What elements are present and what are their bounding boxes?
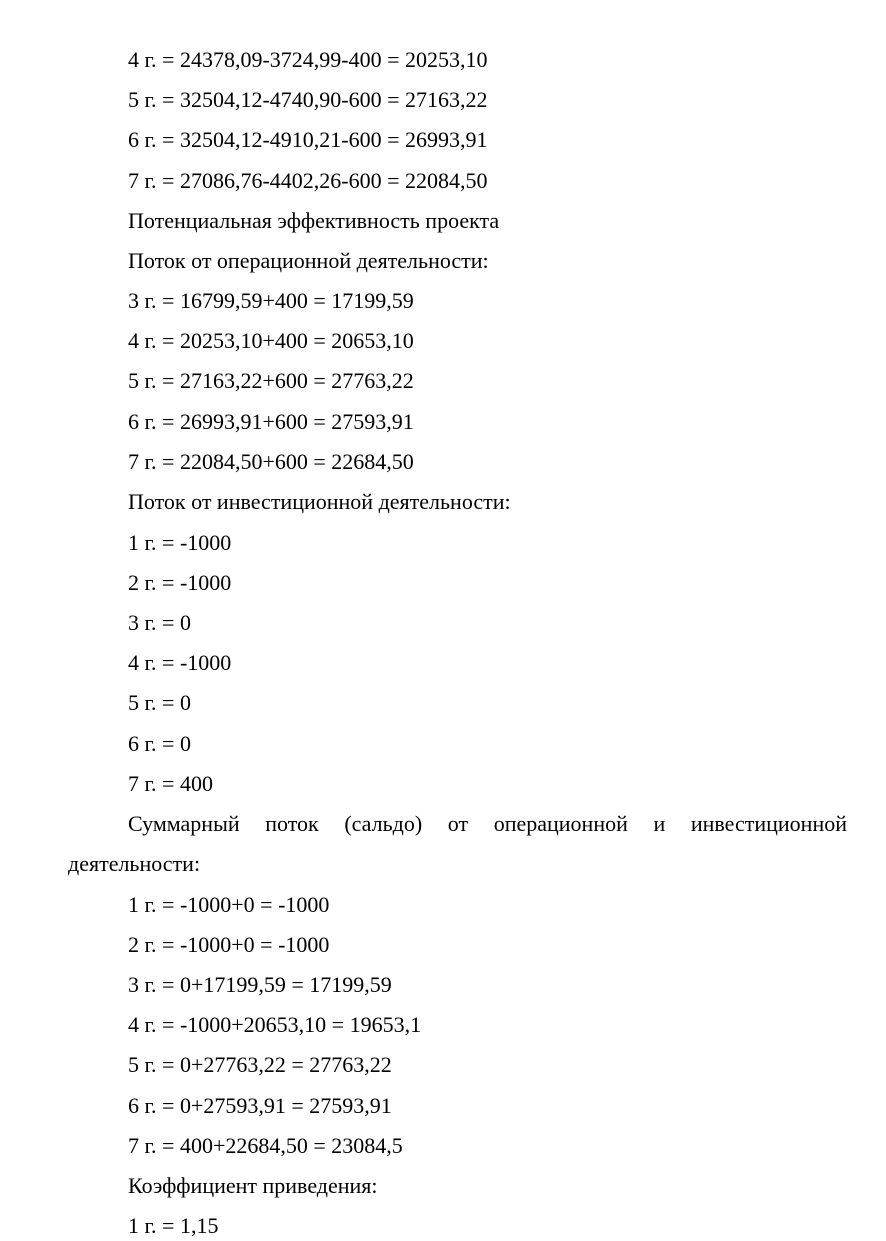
text-line: 7 г. = 22084,50+600 = 22684,50 bbox=[128, 449, 414, 474]
section-heading: Поток от операционной деятельности: bbox=[128, 248, 489, 273]
text-line: 3 г. = 16799,59+400 = 17199,59 bbox=[128, 288, 414, 313]
section-heading: Коэффициент приведения: bbox=[128, 1173, 378, 1198]
text-line: 2 г. = -1000+0 = -1000 bbox=[128, 932, 330, 957]
text-line: 4 г. = -1000+20653,10 = 19653,1 bbox=[128, 1012, 422, 1037]
text-line: 6 г. = 0+27593,91 = 27593,91 bbox=[128, 1093, 392, 1118]
text-line: 3 г. = 0 bbox=[128, 610, 191, 635]
text-line: 7 г. = 400 bbox=[128, 771, 213, 796]
text-line: 7 г. = 400+22684,50 = 23084,5 bbox=[128, 1133, 403, 1158]
text-line: 1 г. = -1000+0 = -1000 bbox=[128, 892, 330, 917]
text-line: 6 г. = 0 bbox=[128, 731, 191, 756]
section-heading: Суммарный поток (сальдо) от операционной и инвестиционной bbox=[128, 811, 847, 836]
text-line: 3 г. = 0+17199,59 = 17199,59 bbox=[128, 972, 392, 997]
text-line: 4 г. = -1000 bbox=[128, 650, 232, 675]
section-heading: Потенциальная эффективность проекта bbox=[128, 208, 500, 233]
text-line: 6 г. = 26993,91+600 = 27593,91 bbox=[128, 409, 414, 434]
text-line: 5 г. = 27163,22+600 = 27763,22 bbox=[128, 368, 414, 393]
text-line: 7 г. = 27086,76-4402,26-600 = 22084,50 bbox=[128, 168, 488, 193]
text-line: 5 г. = 0+27763,22 = 27763,22 bbox=[128, 1052, 392, 1077]
text-line: 5 г. = 32504,12-4740,90-600 = 27163,22 bbox=[128, 87, 488, 112]
section-heading-continuation: деятельности: bbox=[68, 851, 201, 876]
text-line: 1 г. = 1,15 bbox=[128, 1213, 219, 1238]
section-heading: Поток от инвестиционной деятельности: bbox=[128, 489, 511, 514]
text-line: 4 г. = 20253,10+400 = 20653,10 bbox=[128, 328, 414, 353]
text-line: 1 г. = -1000 bbox=[128, 530, 232, 555]
text-line: 2 г. = -1000 bbox=[128, 570, 232, 595]
text-line: 6 г. = 32504,12-4910,21-600 = 26993,91 bbox=[128, 127, 488, 152]
text-line: 5 г. = 0 bbox=[128, 690, 191, 715]
text-line: 4 г. = 24378,09-3724,99-400 = 20253,10 bbox=[128, 47, 488, 72]
